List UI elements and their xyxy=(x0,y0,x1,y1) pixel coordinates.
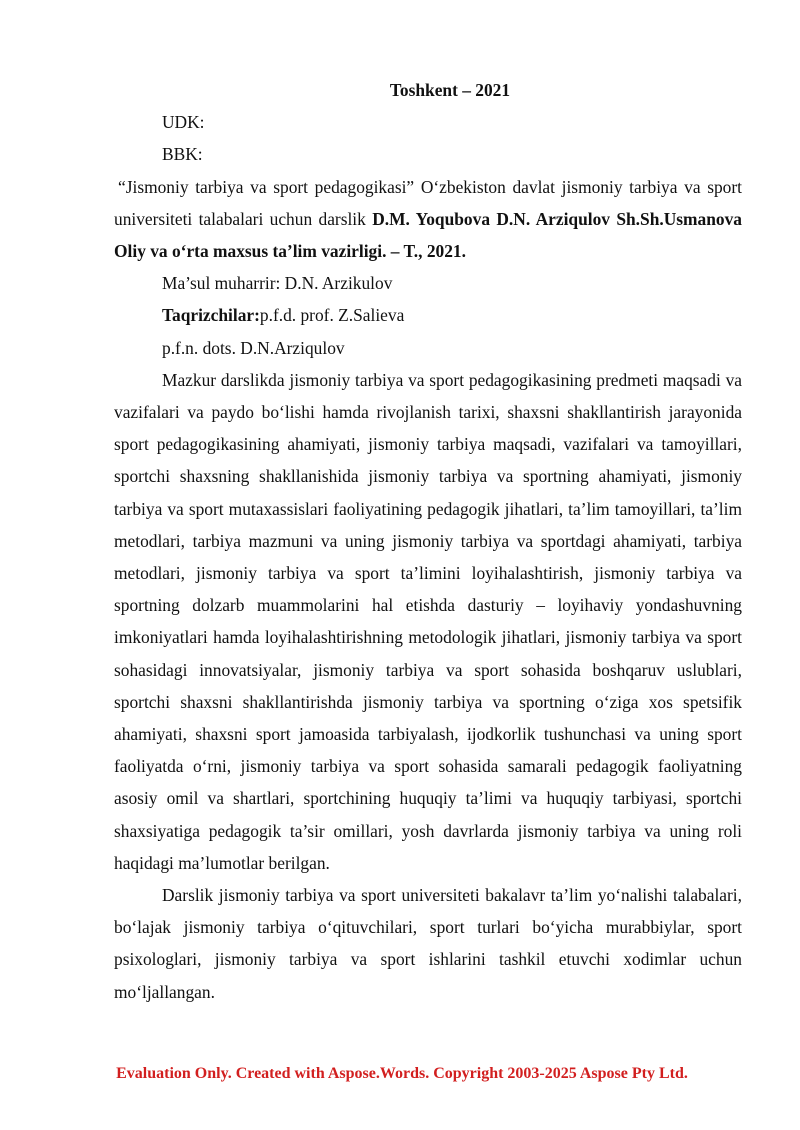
udk-code: UDK: xyxy=(162,112,205,133)
editor-line: Ma’sul muharrir: D.N. Arzikulov xyxy=(162,273,393,294)
bbk-code: BBK: xyxy=(162,144,203,165)
citation-authors: D.M. Yoqubova D.N. Arziqulov Sh.Sh.Usmanova Oliy va o‘rta maxsus ta’lim vazirligi. – T., 2021. xyxy=(114,208,742,262)
page-content xyxy=(114,74,742,1008)
citation-text: “Jismoniy tarbiya va sport pedagogikasi” O‘zbekiston davlat jismoniy tarbiya va sport universiteti talabalari uchun darslik xyxy=(114,176,742,229)
audience-paragraph: Darslik jismoniy tarbiya va sport universiteti bakalavr ta’lim yo‘nalishi talabalari, bo‘lajak jismoniy tarbiya o‘qituvchilari, sport turlari bo‘yicha murabbiylar, sport psixologlari, jismoniy tarbiya va sport ishlarini tashkil etuvchi xodimlar uchun mo‘ljallangan. xyxy=(114,885,742,1002)
reviewer-second: p.f.n. dots. D.N.Arziqulov xyxy=(162,337,345,358)
city-year-title: Toshkent – 2021 xyxy=(389,80,511,100)
reviewer-first: p.f.d. prof. Z.Salieva xyxy=(259,305,405,326)
citation xyxy=(114,171,742,268)
reviewers-line xyxy=(114,299,742,331)
reviewers-label: Taqrizchilar: xyxy=(162,305,260,326)
evaluation-watermark: Evaluation Only. Created with Aspose.Words. Copyright 2003-2025 Aspose Pty Ltd. xyxy=(116,1065,688,1082)
abstract-paragraph: Mazkur darslikda jismoniy tarbiya va sport pedagogikasining predmeti maqsadi va vazifalari va paydo bo‘lishi hamda rivojlanish tarixi, shaxsni shakllantirish jarayonida sport pedagogikasining ahamiyati, jismoniy tarbiya maqsadi, vazifalari va tamoyillari, sportchi shaxsning shakllanishida jismoniy tarbiya va sportning ahamiyati, jismoniy tarbiya va sport mutaxassislari faoliyatining pedagogik jihatlari, ta’lim tamoyillari, ta’lim metodlari, tarbiya mazmuni va uning jismoniy tarbiya va sportdagi ahamiyati, tarbiya metodlari, jismoniy tarbiya va sport ta’limini loyihalashtirish, jismoniy tarbiya va sportning dolzarb muammolarini hal etishda dasturiy – loyihaviy yondashuvning imkoniyatlari hamda loyihalashtirishning metodologik jihatlari, jismoniy tarbiya va sport sohasidagi innovatsiyalar, jismoniy tarbiya va sport sohasida boshqaruv uslublari, sportchi shaxsni shakllantirishda jismoniy tarbiya va sportning o‘ziga xos spetsifik ahamiyati, shaxsni sport jamoasida tarbiyalash, ijodkorlik tushunchasi va uning sport faoliyatda o‘rni, jismoniy tarbiya va sport sohasida samarali pedagogik faoliyatning asosiy omil va shartlari, sportchining huquqiy ta’limi va huquqiy tarbiyasi, sportchi shaxsiyatiga pedagogik ta’sir omillari, yosh davrlarda jismoniy tarbiya va uning roli haqidagi ma’lumotlar berilgan. xyxy=(114,369,742,873)
